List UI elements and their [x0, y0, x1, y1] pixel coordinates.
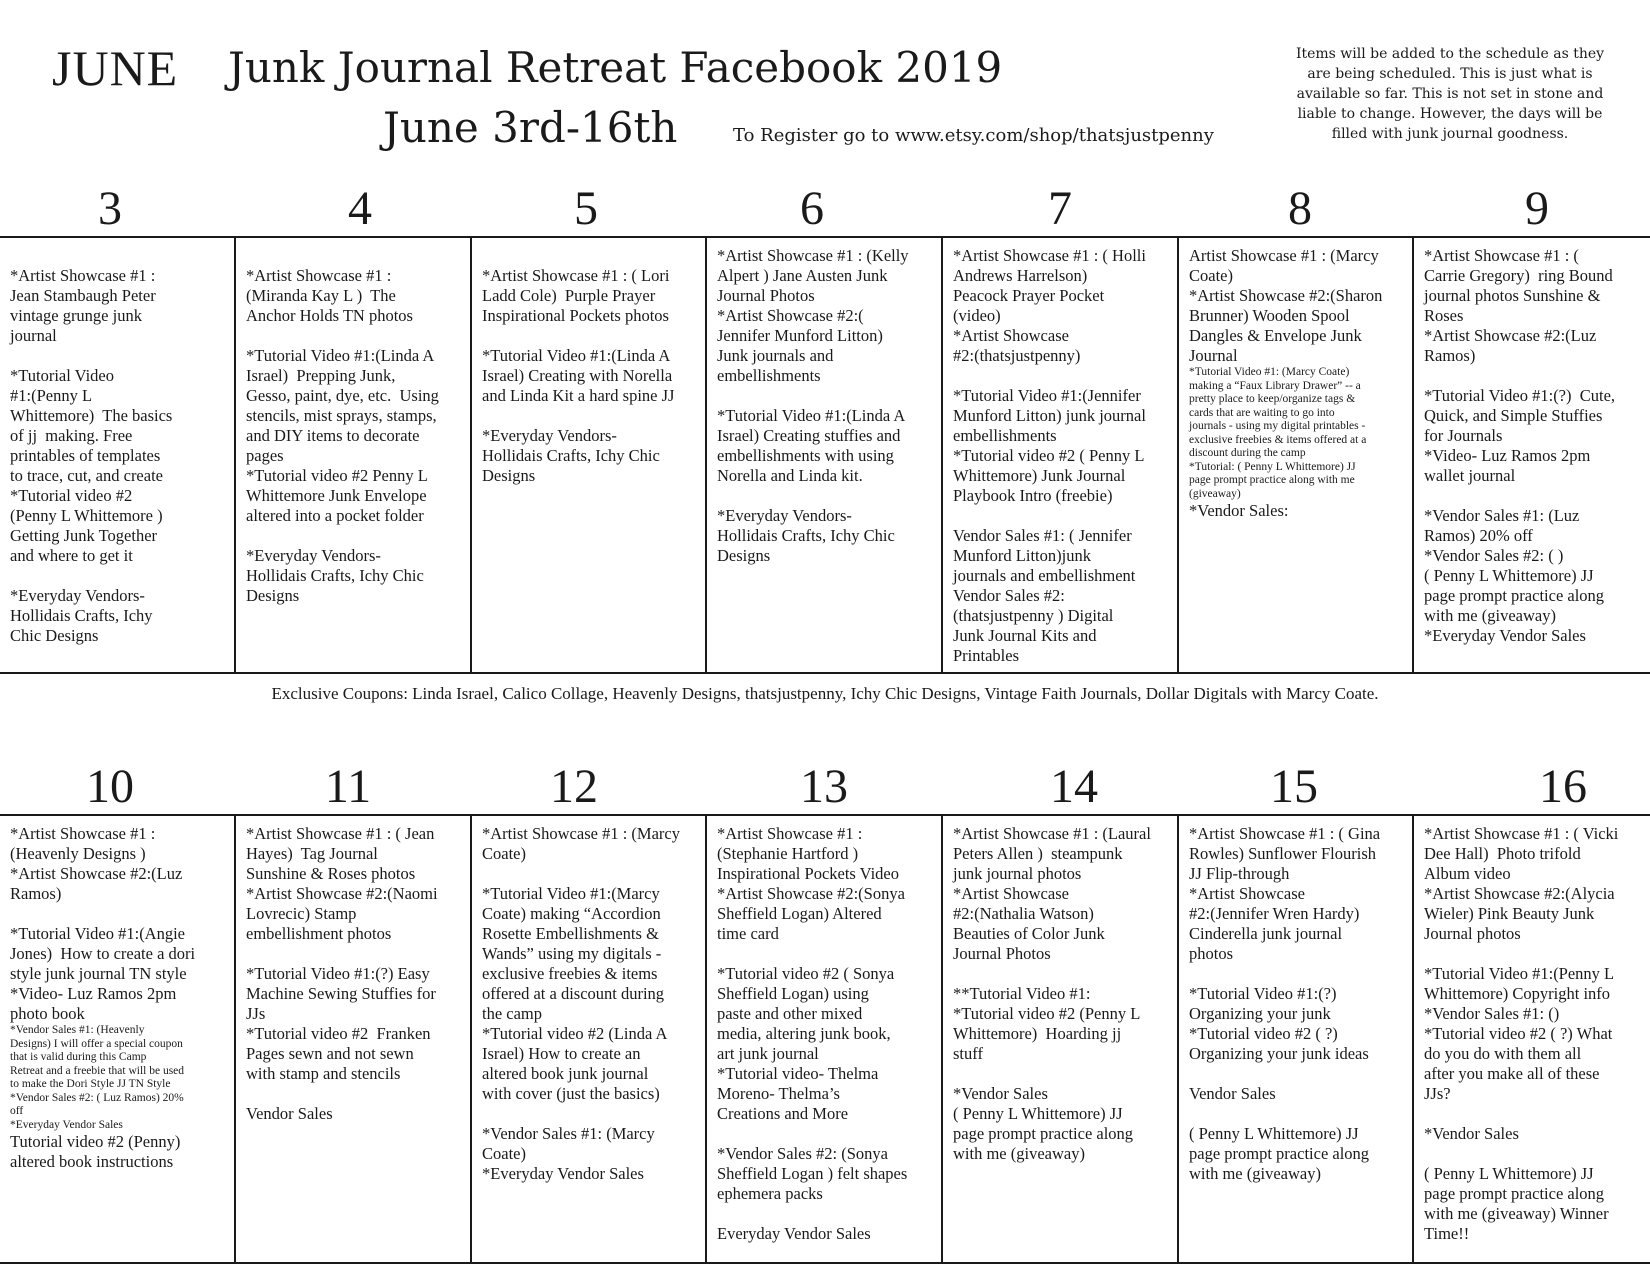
- day-number: 3: [98, 182, 122, 235]
- day-cells-row: [0, 236, 1650, 674]
- schedule-entry: *Artist Showcase #1 : ( Gina Rowles) Sunflower Flourish JJ Flip-through *Artist Showcase #2:(Jennifer Wren Hardy) Cinderella junk journal photos *Tutorial Video #1:(?) Organizing your junk *Tutorial video #2 ( ?) Organizing your junk ideas Vendor Sales ( Penny L Whittemore) JJ page prompt practice along with me (giveaway): [1189, 824, 1381, 1183]
- schedule-entry: *Tutorial Video #1: (Marcy Coate) making a “Faux Library Drawer” -- a pretty place to keep/organize tags & cards that are waiting to go into journals - using my digital printables - exclusive freebies & items offered at a discount during the camp *Tutorial: ( Penny L Whittemore) JJ page prompt practice along with me (giveaway): [1189, 366, 1367, 500]
- day-cell: [1179, 816, 1414, 1262]
- schedule-entry: *Artist Showcase #1 : (Kelly Alpert ) Jane Austen Junk Journal Photos *Artist Showcase #2:( Jennifer Munford Litton) Junk journals and embellishments *Tutorial Video #1:(Linda A Israel) Creating stuffies and embellishments with using Norella and Linda kit. *Everyday Vendors- Hollidais Crafts, Ichy Chic Designs: [717, 246, 909, 565]
- day-number: 15: [1270, 760, 1318, 813]
- schedule-header: [0, 0, 1650, 180]
- exclusive-coupons: Exclusive Coupons: Linda Israel, Calico Collage, Heavenly Designs, thatsjustpenny, Ichy Chic Designs, Vintage Faith Journals, Dollar Digitals with Marcy Coate.: [271, 684, 1379, 703]
- day-number: 16: [1539, 760, 1587, 813]
- event-title: Junk Journal Retreat Facebook 2019: [228, 43, 1003, 92]
- day-number-row: [0, 758, 1650, 816]
- day-number: 11: [324, 760, 372, 813]
- day-cell: [0, 816, 236, 1262]
- day-number: 14: [1050, 760, 1098, 813]
- day-number: 10: [86, 760, 134, 813]
- schedule-entry: Artist Showcase #1 : (Marcy Coate) *Artist Showcase #2:(Sharon Brunner) Wooden Spool Dangles & Envelope Junk Journal: [1189, 246, 1383, 365]
- schedule-entry: *Vendor Sales #1: (Heavenly Designs) I will offer a special coupon that is valid during this Camp Retreat and a freebie that will be used to make the Dori Style JJ TN Style *Vendor Sales #2: ( Luz Ramos) 20% off *Everyday Vendor Sales: [10, 1024, 185, 1131]
- day-number-row: [0, 180, 1650, 238]
- day-cell: [1179, 238, 1414, 672]
- day-cells-row: [0, 814, 1650, 1264]
- day-cell: [1414, 238, 1650, 672]
- schedule-entry: *Artist Showcase #1 : ( Carrie Gregory) ring Bound journal photos Sunshine & Roses *Artist Showcase #2:(Luz Ramos) *Tutorial Video #1:(?) Cute, Quick, and Simple Stuffies for Journals *Video- Luz Ramos 2pm wallet journal *Vendor Sales #1: (Luz Ramos) 20% off *Vendor Sales #2: ( ) ( Penny L Whittemore) JJ page prompt practice along with me (giveaway) *Everyday Vendor Sales: [1424, 246, 1616, 645]
- register-link-text: To Register go to www.etsy.com/shop/thatsjustpenny: [733, 125, 1214, 146]
- day-number: 7: [1048, 182, 1072, 235]
- schedule-entry: *Artist Showcase #1 : ( Jean Hayes) Tag Journal Sunshine & Roses photos *Artist Showcase #2:(Naomi Lovrecic) Stamp embellishment photos *Tutorial Video #1:(?) Easy Machine Sewing Stuffies for JJs *Tutorial video #2 Franken Pages sewn and not sewn with stamp and stencils Vendor Sales: [246, 824, 438, 1123]
- day-number: 6: [800, 182, 824, 235]
- day-number: 8: [1288, 182, 1312, 235]
- day-number: 4: [348, 182, 372, 235]
- schedule-entry: *Artist Showcase #1 : (Miranda Kay L ) The Anchor Holds TN photos *Tutorial Video #1:(Linda A Israel) Prepping Junk, Gesso, paint, dye, etc. Using stencils, mist sprays, stamps, and DIY items to decorate pages *Tutorial video #2 Penny L Whittemore Junk Envelope altered into a pocket folder *Everyday Vendors- Hollidais Crafts, Ichy Chic Designs: [246, 266, 439, 605]
- schedule-entry: *Artist Showcase #1 : (Marcy Coate) *Tutorial Video #1:(Marcy Coate) making “Accordion Rosette Embellishments & Wands” using my digitals - exclusive freebies & items offered at a discount during the camp *Tutorial video #2 (Linda A Israel) How to create an altered book junk journal with cover (just the basics) *Vendor Sales #1: (Marcy Coate) *Everyday Vendor Sales: [482, 824, 680, 1183]
- day-cell: [0, 238, 236, 672]
- day-cell: [236, 816, 472, 1262]
- day-number: 5: [574, 182, 598, 235]
- event-dates: June 3rd-16th: [383, 103, 678, 152]
- day-cell: [707, 238, 943, 672]
- schedule-entry: Tutorial video #2 (Penny) altered book instructions: [10, 1132, 181, 1171]
- schedule-entry: *Vendor Sales:: [1189, 501, 1289, 520]
- month-label: JUNE: [52, 40, 179, 96]
- schedule-entry: *Artist Showcase #1 : (Heavenly Designs ) *Artist Showcase #2:(Luz Ramos) *Tutorial Video #1:(Angie Jones) How to create a dori style junk journal TN style *Video- Luz Ramos 2pm photo book: [10, 824, 196, 1023]
- day-cell: [236, 238, 472, 672]
- schedule-entry: *Artist Showcase #1 : (Laural Peters Allen ) steampunk junk journal photos *Artist Showcase #2:(Nathalia Watson) Beauties of Color Junk Journal Photos **Tutorial Video #1: *Tutorial video #2 (Penny L Whittemore) Hoarding jj stuff *Vendor Sales ( Penny L Whittemore) JJ page prompt practice along with me (giveaway): [953, 824, 1151, 1163]
- schedule-entry: *Artist Showcase #1 : ( Holli Andrews Harrelson) Peacock Prayer Pocket (video) *Artist Showcase #2:(thatsjustpenny) *Tutorial Video #1:(Jennifer Munford Litton) junk journal embellishments *Tutorial video #2 ( Penny L Whittemore) Junk Journal Playbook Intro (freebie) Vendor Sales #1: ( Jennifer Munford Litton)junk journals and embellishment Vendor Sales #2: (thatsjustpenny ) Digital Junk Journal Kits and Printables: [953, 246, 1146, 665]
- day-cell: [943, 816, 1179, 1262]
- day-number: 9: [1525, 182, 1549, 235]
- day-cell: [707, 816, 943, 1262]
- day-cell: [472, 238, 707, 672]
- schedule-entry: *Artist Showcase #1 : ( Lori Ladd Cole) Purple Prayer Inspirational Pockets photos *Tutorial Video #1:(Linda A Israel) Creating with Norella and Linda Kit a hard spine JJ *Everyday Vendors- Hollidais Crafts, Ichy Chic Designs: [482, 266, 675, 485]
- day-number: 12: [550, 760, 598, 813]
- schedule-entry: *Artist Showcase #1 : (Stephanie Hartford ) Inspirational Pockets Video *Artist Showcase #2:(Sonya Sheffield Logan) Altered time card *Tutorial video #2 ( Sonya Sheffield Logan) using paste and other mixed media, altering junk book, art junk journal *Tutorial video- Thelma Moreno- Thelma’s Creations and More *Vendor Sales #2: (Sonya Sheffield Logan ) felt shapes ephemera packs Everyday Vendor Sales: [717, 824, 908, 1243]
- schedule-disclaimer: Items will be added to the schedule as they are being scheduled. This is just what is available so far. This is not set in stone and liable to change. However, the days will be filled with junk journal goodness.: [1295, 46, 1605, 142]
- schedule-entry: *Artist Showcase #1 : ( Vicki Dee Hall) Photo trifold Album video *Artist Showcase #2:(Alycia Wieler) Pink Beauty Junk Journal photos *Tutorial Video #1:(Penny L Whittemore) Copyright info *Vendor Sales #1: () *Tutorial video #2 ( ?) What do you do with them all after you make all of these JJs? *Vendor Sales ( Penny L Whittemore) JJ page prompt practice along with me (giveaway) Winner Time!!: [1424, 824, 1619, 1243]
- day-number: 13: [800, 760, 848, 813]
- day-cell: [472, 816, 707, 1262]
- schedule-entry: *Artist Showcase #1 : Jean Stambaugh Peter vintage grunge junk journal *Tutorial Video #1:(Penny L Whittemore) The basics of jj making. Free printables of templates to trace, cut, and create *Tutorial video #2 (Penny L Whittemore ) Getting Junk Together and where to get it *Everyday Vendors- Hollidais Crafts, Ichy Chic Designs: [10, 266, 173, 645]
- day-cell: [943, 238, 1179, 672]
- day-cell: [1414, 816, 1650, 1262]
